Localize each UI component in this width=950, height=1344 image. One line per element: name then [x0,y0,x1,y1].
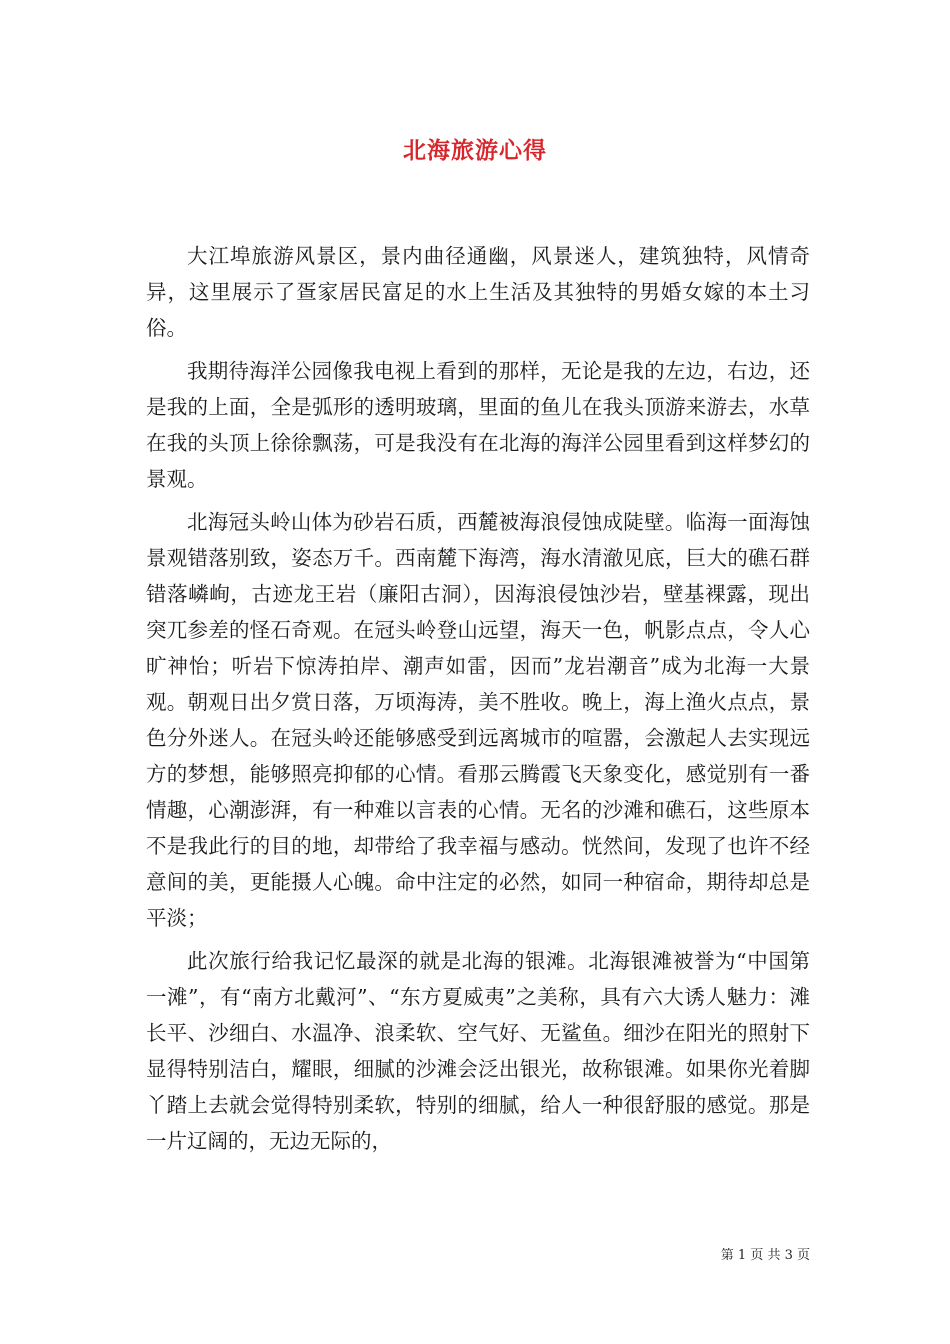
paragraph-1: 大江埠旅游风景区，景内曲径通幽，风景迷人，建筑独特，风情奇异，这里展示了疍家居民富足的水上生活及其独特的男婚女嫁的本土习俗。 [146,244,810,340]
paragraph-3: 北海冠头岭山体为砂岩石质，西麓被海浪侵蚀成陡壁。临海一面海蚀景观错落别致，姿态万千。西南麓下海湾，海水清澈见底，巨大的礁石群错落嶙峋，古迹龙王岩（廉阳古洞），因海浪侵蚀沙岩，壁基裸露，现出突兀参差的怪石奇观。在冠头岭登山远望，海天一色，帆影点点，令人心旷神怡；听岩下惊涛拍岸、潮声如雷，因而”龙岩潮音”成为北海一大景观。朝观日出夕赏日落，万顷海涛，美不胜收。晚上，海上渔火点点，景色分外迷人。在冠头岭还能够感受到远离城市的喧嚣，会激起人去实现远方的梦想，能够照亮抑郁的心情。看那云腾霞飞天象变化，感觉别有一番情趣，心潮澎湃，有一种难以言表的心情。无名的沙滩和礁石，这些原本不是我此行的目的地，却带给了我幸福与感动。恍然间，发现了也许不经意间的美，更能摄人心魄。命中注定的必然，如同一种宿命，期待却总是平淡； [146,510,810,930]
paragraph-2: 我期待海洋公园像我电视上看到的那样，无论是我的左边，右边，还是我的上面，全是弧形的透明玻璃，里面的鱼儿在我头顶游来游去，水草在我的头顶上徐徐飘荡，可是我没有在北海的海洋公园里看到这样梦幻的景观。 [146,359,810,491]
document-body [146,238,810,1166]
document-title: 北海旅游心得 [403,137,547,164]
paragraph-4: 此次旅行给我记忆最深的就是北海的银滩。北海银滩被誉为“中国第一滩”，有“南方北戴河”、“东方夏威夷”之美称，具有六大诱人魅力：滩长平、沙细白、水温净、浪柔软、空气好、无鲨鱼。细沙在阳光的照射下显得特别洁白，耀眼，细腻的沙滩会泛出银光，故称银滩。如果你光着脚丫踏上去就会觉得特别柔软，特别的细腻，给人一种很舒服的感觉。那是一片辽阔的，无边无际的， [146,949,810,1153]
page-number-footer: 第 1 页 共 3 页 [720,1248,810,1263]
